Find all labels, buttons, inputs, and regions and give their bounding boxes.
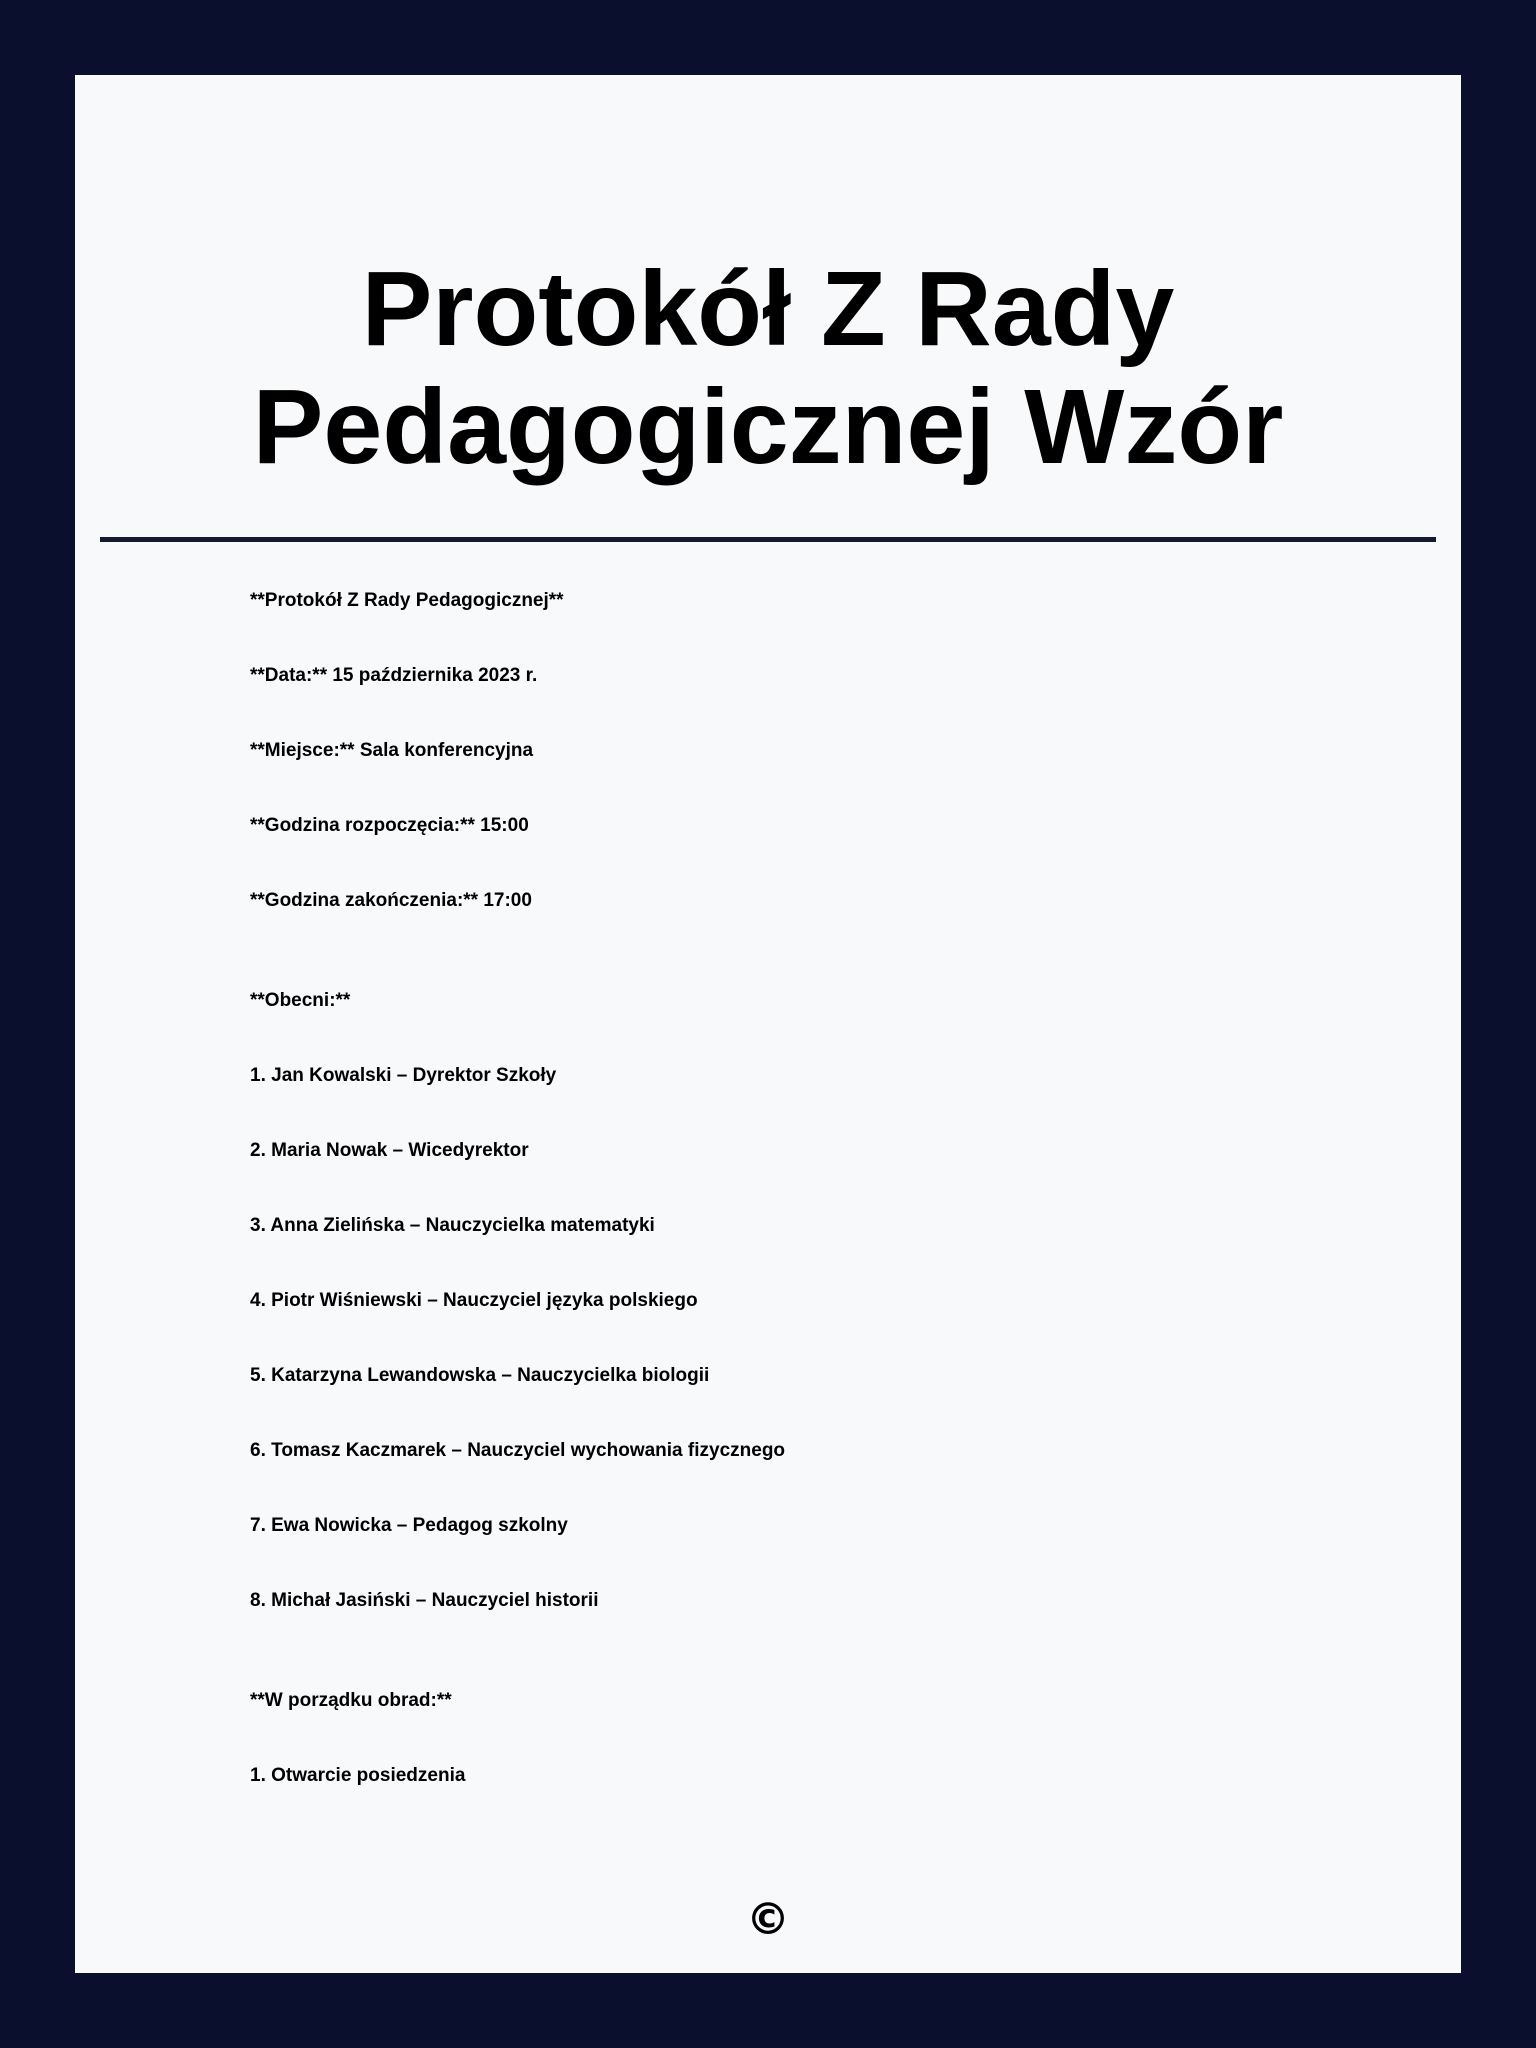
document-page xyxy=(75,75,1461,1973)
present-heading: **Obecni:** xyxy=(250,990,351,1011)
attendee-item: 7. Ewa Nowicka – Pedagog szkolny xyxy=(250,1515,568,1536)
attendee-item: 8. Michał Jasiński – Nauczyciel historii xyxy=(250,1590,599,1611)
attendee-item: 3. Anna Zielińska – Nauczycielka matematyki xyxy=(250,1215,655,1236)
meeting-end-time: **Godzina zakończenia:** 17:00 xyxy=(250,890,532,911)
attendee-item: 4. Piotr Wiśniewski – Nauczyciel języka polskiego xyxy=(250,1290,698,1311)
document-title-line-2: Pedagogicznej Wzór xyxy=(252,368,1284,486)
meeting-place: **Miejsce:** Sala konferencyjna xyxy=(250,740,534,761)
attendee-item: 1. Jan Kowalski – Dyrektor Szkoły xyxy=(250,1065,557,1086)
copyright-icon: © xyxy=(746,1894,790,1945)
attendee-item: 6. Tomasz Kaczmarek – Nauczyciel wychowania fizycznego xyxy=(250,1440,786,1461)
document-title xyxy=(75,250,1461,486)
meeting-date: **Data:** 15 października 2023 r. xyxy=(250,665,538,686)
document-title-line-1: Protokół Z Rady xyxy=(361,250,1175,368)
attendee-item: 5. Katarzyna Lewandowska – Nauczycielka biologii xyxy=(250,1365,710,1386)
title-divider xyxy=(100,537,1436,542)
protocol-heading: **Protokół Z Rady Pedagogicznej** xyxy=(250,590,564,611)
attendee-item: 2. Maria Nowak – Wicedyrektor xyxy=(250,1140,529,1161)
agenda-heading: **W porządku obrad:** xyxy=(250,1690,452,1711)
meeting-start-time: **Godzina rozpoczęcia:** 15:00 xyxy=(250,815,529,836)
agenda-item: 1. Otwarcie posiedzenia xyxy=(250,1765,466,1786)
